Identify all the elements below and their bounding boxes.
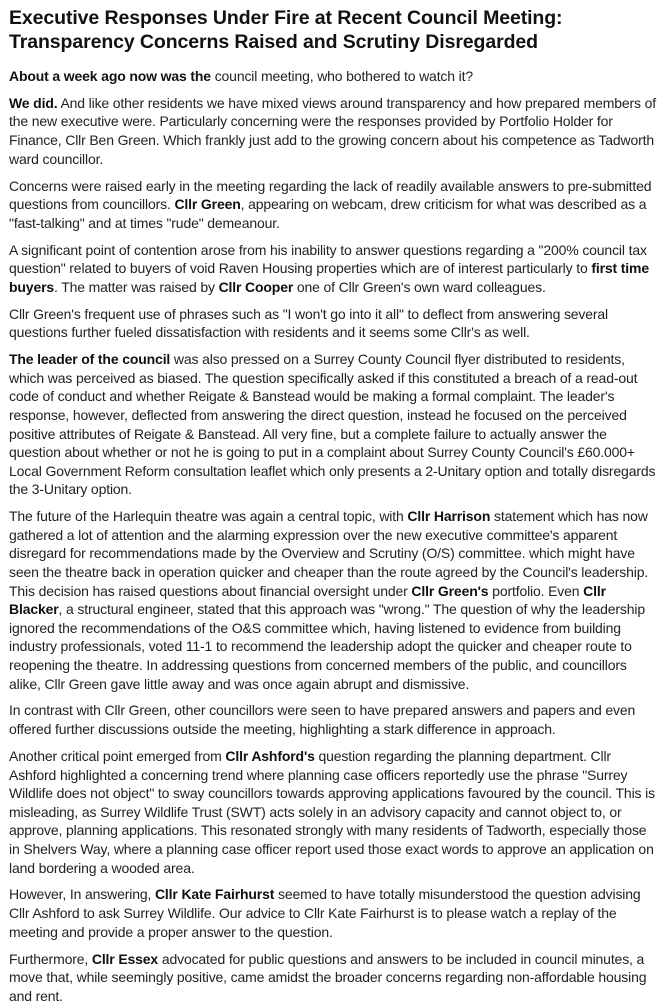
- bold-text: Cllr Essex: [91, 950, 159, 967]
- paragraph-planning: [9, 747, 657, 877]
- paragraph-contention: [9, 241, 657, 297]
- paragraph-text: seemed to have totally misunderstood the question advising Cllr Ashford to ask Surrey Wildlife. Our advice to Cllr Kate Fairhurst is to please watch a replay of the meeting and provide a proper answer to the question.: [9, 886, 641, 940]
- bold-text: Cllr Green: [174, 196, 241, 213]
- paragraph-concerns: [9, 177, 657, 233]
- paragraph-text: was also pressed on a Surrey County Council flyer distributed to residents, which was perceived as biased. The question specifically asked if this constituted a breach of a read-out code of conduct and whether Reigate & Banstead would be making a formal complaint. The leader's response, however, deflected from answering the direct question, instead he focused on the perceived positive attributes of Reigate & Banstead. All very fine, but a complete failure to actually answer the question about whether or not he is going to put in a complaint about Surrey County Council's £60.000+ Local Government Reform consultation leaflet which only presents a 2-Unitary option and totally disregards the 3-Unitary option.: [9, 351, 656, 498]
- paragraph-text: , appearing on webcam, drew criticism for what was described as a "fast-talking" and at times "rude" demeanour.: [9, 196, 647, 231]
- bold-text: Cllr Blacker: [9, 582, 606, 618]
- paragraph-text: statement which has now gathered a lot of attention and the alarming expression over the new executive committee's apparent disregard for recommendations made by the Overview and Scrutiny (O/S) committee. which might have seen the theatre back in operation quicker and cheaper than the route agreed by the Council's leadership. This decision has raised questions about financial oversight under: [9, 508, 649, 599]
- paragraph-text: Cllr Green's frequent use of phrases such as "I won't go into it all" to deflect from answering several questions further fueled dissatisfaction with residents and it seems some Cllr's as well.: [9, 305, 609, 341]
- bold-text: Cllr Harrison: [407, 508, 491, 525]
- paragraph-text: Furthermore,: [9, 950, 92, 967]
- article-title: [9, 6, 657, 54]
- bold-text: We did.: [9, 94, 58, 111]
- paragraph-text: . The matter was raised by: [54, 278, 219, 295]
- title-line-2: Transparency Concerns Raised and Scrutiny Disregarded: [9, 31, 538, 53]
- bold-text: Cllr Kate Fairhurst: [154, 886, 275, 903]
- paragraph-harlequin: [9, 507, 657, 693]
- paragraph-text: , a structural engineer, stated that this approach was "wrong." The question of why the leadership ignored the recommendations of the O&S committee which, having listened to evidence from building industry professionals, voted 11-1 to recommend the leadership adopt the quicker and cheaper route to reopening the theatre. In addressing questions from concerned members of the public, and councillors alike, Cllr Green gave little away and was once again abrupt and dismissive.: [9, 601, 645, 692]
- paragraph-text: Another critical point emerged from: [9, 747, 226, 764]
- paragraph-essex: [9, 950, 657, 1006]
- paragraph-text: council meeting, who bothered to watch it?: [210, 68, 473, 84]
- paragraph-text: A significant point of contention arose from his inability to answer questions regarding a "200% council tax question" related to buyers of void Raven Housing properties which are of interest particularly to: [9, 241, 647, 277]
- paragraph-phrases: [9, 305, 657, 342]
- title-line-1: Executive Responses Under Fire at Recent Council Meeting:: [9, 7, 563, 29]
- paragraph-text: And like other residents we have mixed views around transparency and how prepared members of the new executive were. Particularly concerning were the responses provided by Portfolio Holder for Finance, Cllr Ben Green. Which frankly just add to the growing concern about his competence as Tadworth ward councillor.: [9, 94, 656, 167]
- paragraph-text: advocated for public questions and answers to be included in council minutes, a move that, while seemingly positive, came amidst the broader concerns regarding non-affordable housing and rent.: [9, 950, 647, 1004]
- paragraph-text: question regarding the planning department. Cllr Ashford highlighted a concerning trend where planning case officers reportedly use the phrase "Surrey Wildlife does not object" to sway councillors towards approving applications favoured by the council. This is misleading, as Surrey Wildlife Trust (SWT) acts solely in an advisory capacity and cannot object to, or approve, planning applications. This resonated strongly with many residents of Tadworth, especially those in Shelvers Way, where a planning case officer report used those exact words to approve an application on land bordering a wooded area.: [9, 747, 655, 876]
- paragraph-leader: [9, 350, 657, 499]
- bold-text: first time buyers: [9, 260, 649, 295]
- bold-text: Cllr Ashford's: [225, 747, 315, 764]
- paragraph-contrast: [9, 701, 657, 738]
- paragraph-text: The future of the Harlequin theatre was again a central topic, with: [9, 508, 408, 525]
- paragraph-fairhurst: [9, 885, 657, 941]
- paragraph-text: However, In answering,: [9, 886, 155, 903]
- paragraph-we-did: [9, 94, 657, 168]
- paragraph-intro: [9, 67, 657, 86]
- paragraph-text: portfolio. Even: [488, 582, 584, 599]
- bold-text: Cllr Green's: [411, 582, 489, 599]
- paragraph-text: Concerns were raised early in the meeting regarding the lack of readily available answers to pre-submitted questions from councillors.: [9, 177, 652, 213]
- bold-text: Cllr Cooper: [218, 278, 294, 295]
- bold-text: About a week ago now was the: [9, 68, 211, 84]
- bold-text: The leader of the council: [9, 351, 171, 368]
- paragraph-text: In contrast with Cllr Green, other councillors were seen to have prepared answers and papers and even offered further discussions outside the meeting, highlighting a stark difference in approach.: [9, 702, 636, 738]
- paragraph-text: one of Cllr Green's own ward colleagues.: [293, 278, 546, 295]
